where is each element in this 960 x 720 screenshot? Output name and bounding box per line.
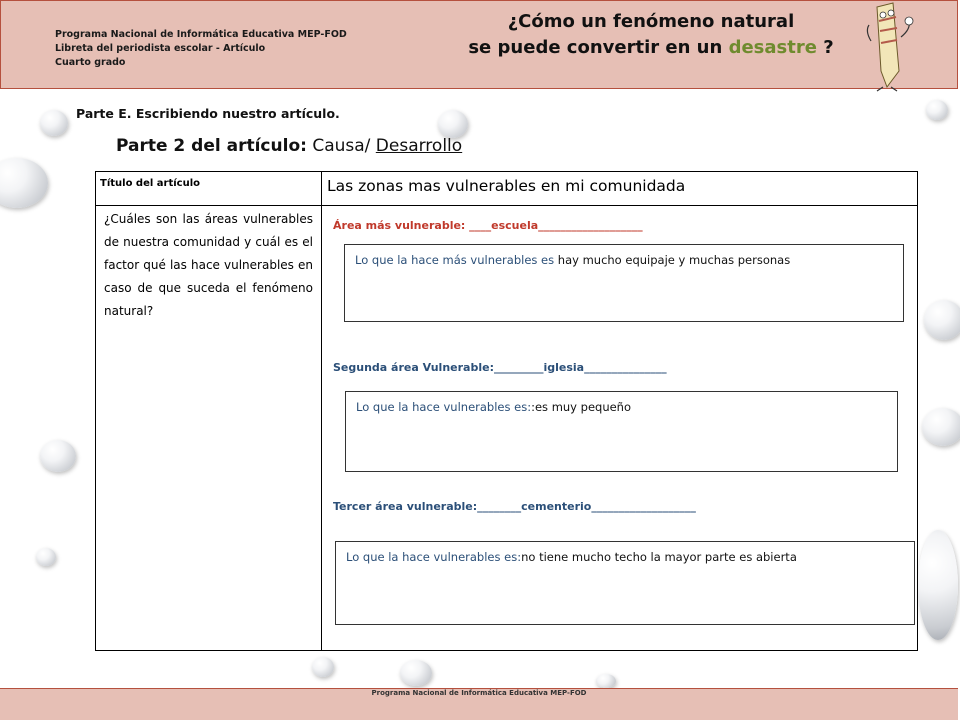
program-info [55,28,347,70]
water-drop [40,110,68,136]
area-2-answer-label: Lo que la hace vulnerables es: [356,400,532,414]
footer-text: Programa Nacional de Informática Educativa MEP-FOD [371,689,587,697]
water-drop [918,530,958,640]
area-1-answer-box [344,244,904,322]
water-drop [312,657,334,677]
area-1-label: Área más vulnerable: ____escuela___________________ [333,219,643,232]
water-drop [596,674,616,688]
water-drop [924,300,960,340]
area-3-answer-label: Lo que la hace vulnerables es: [346,550,522,564]
title-line-2-end: ? [816,37,834,58]
footer-banner [0,688,958,720]
article-title-value: Las zonas mas vulnerables en mi comunidada [322,172,918,206]
water-drop [438,110,468,138]
title-line-2-start: se puede convertir en un [468,37,729,58]
area-1-answer-text: hay mucho equipaje y muchas personas [554,253,791,267]
area-3-answer-text: no tiene mucho techo la mayor parte es abierta [521,550,797,564]
area-2-answer-text: :es muy pequeño [531,400,632,414]
table-row [96,172,918,206]
page-title [431,9,871,61]
part-2-cause: Causa/ [306,136,376,156]
water-drop [926,100,948,120]
pencil-character-icon [863,1,923,93]
part-e-heading: Parte E. Escribiendo nuestro artículo. [76,106,340,121]
article-title-label: Título del artículo [96,172,322,206]
area-2-answer-box [345,391,898,472]
part-2-label: Parte 2 del artículo: [116,136,307,156]
water-drop [36,548,56,566]
grade-label: Cuarto grado [55,57,126,68]
part-2-development: Desarrollo [375,136,463,156]
part-2-heading [116,136,462,156]
area-1-answer-label: Lo que la hace más vulnerables es [355,253,555,267]
area-2-label: Segunda área Vulnerable:_________iglesia_______________ [333,361,667,374]
water-drop [922,408,960,446]
notebook-subtitle: Libreta del periodista escolar - Artículo [55,43,266,54]
title-line-1: ¿Cómo un fenómeno natural [507,11,795,32]
water-drop [400,660,432,686]
title-line-2 [431,35,871,61]
area-3-label: Tercer área vulnerable:________cementerio___________________ [333,500,696,513]
header-banner [0,0,958,89]
title-highlight: desastre [728,37,817,58]
water-drop [40,440,76,472]
program-name: Programa Nacional de Informática Educativa MEP-FOD [55,29,347,40]
water-drop [0,158,48,208]
area-3-answer-box [335,541,915,625]
vulnerable-areas-question: ¿Cuáles son las áreas vulnerables de nuestra comunidad y cuál es el factor qué las hace vulnerables en caso de que suceda el fenómeno natural? [96,206,322,651]
